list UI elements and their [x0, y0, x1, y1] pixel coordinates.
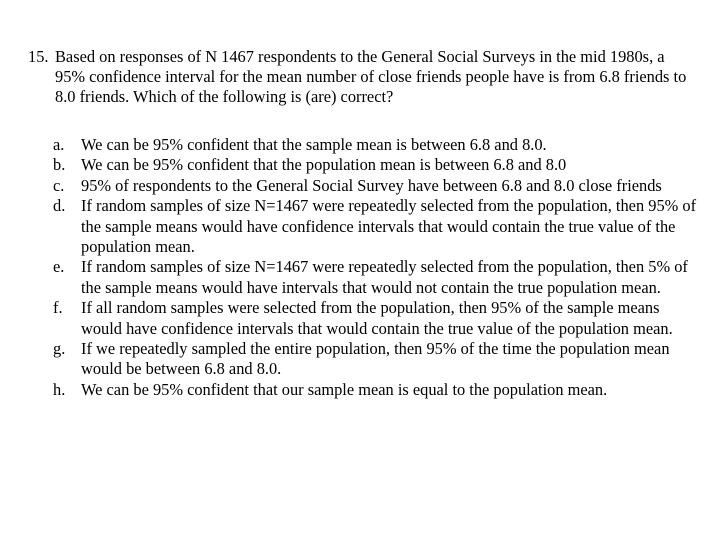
option-text: If random samples of size N=1467 were repeatedly selected from the population, then 95% of the sample means would have confidence intervals that would contain the true value of the population mean.	[81, 196, 697, 257]
option-e	[53, 257, 703, 298]
question-row	[28, 47, 688, 108]
question-text: Based on responses of N 1467 respondents to the General Social Surveys in the mid 1980s, a 95% confidence interval for the mean number of close friends people have is from 6.8 friends to 8.0 friends. Which of the following is (are) correct?	[55, 47, 687, 107]
option-text: If all random samples were selected from the population, then 95% of the sample means would have confidence intervals that would contain the true value of the population mean.	[81, 298, 673, 338]
option-letter: h.	[53, 379, 66, 399]
option-text: We can be 95% confident that our sample mean is equal to the population mean.	[81, 379, 608, 399]
option-text: 95% of respondents to the General Social Survey have between 6.8 and 8.0 close friends	[81, 175, 662, 195]
option-letter: f.	[53, 298, 63, 318]
option-d	[53, 196, 703, 257]
option-f	[53, 298, 703, 339]
option-letter: c.	[53, 175, 65, 195]
option-g	[53, 339, 703, 380]
option-letter: g.	[53, 339, 66, 359]
option-h	[53, 380, 703, 400]
option-text: If random samples of size N=1467 were repeatedly selected from the population, then 5% of the sample means would have intervals that would not contain the true population mean.	[81, 257, 688, 297]
option-c	[53, 176, 703, 196]
option-text: We can be 95% confident that the population mean is between 6.8 and 8.0	[81, 155, 567, 175]
option-text: If we repeatedly sampled the entire population, then 95% of the time the population mean would be between 6.8 and 8.0.	[81, 339, 670, 379]
question-block	[28, 47, 688, 108]
option-b	[53, 155, 703, 175]
answer-options-list	[53, 135, 703, 400]
option-letter: d.	[53, 196, 66, 216]
option-a	[53, 135, 703, 155]
option-letter: b.	[53, 155, 66, 175]
question-number: 15.	[28, 47, 49, 66]
option-letter: e.	[53, 257, 65, 277]
option-text: We can be 95% confident that the sample mean is between 6.8 and 8.0.	[81, 135, 547, 154]
option-letter: a.	[53, 135, 65, 154]
